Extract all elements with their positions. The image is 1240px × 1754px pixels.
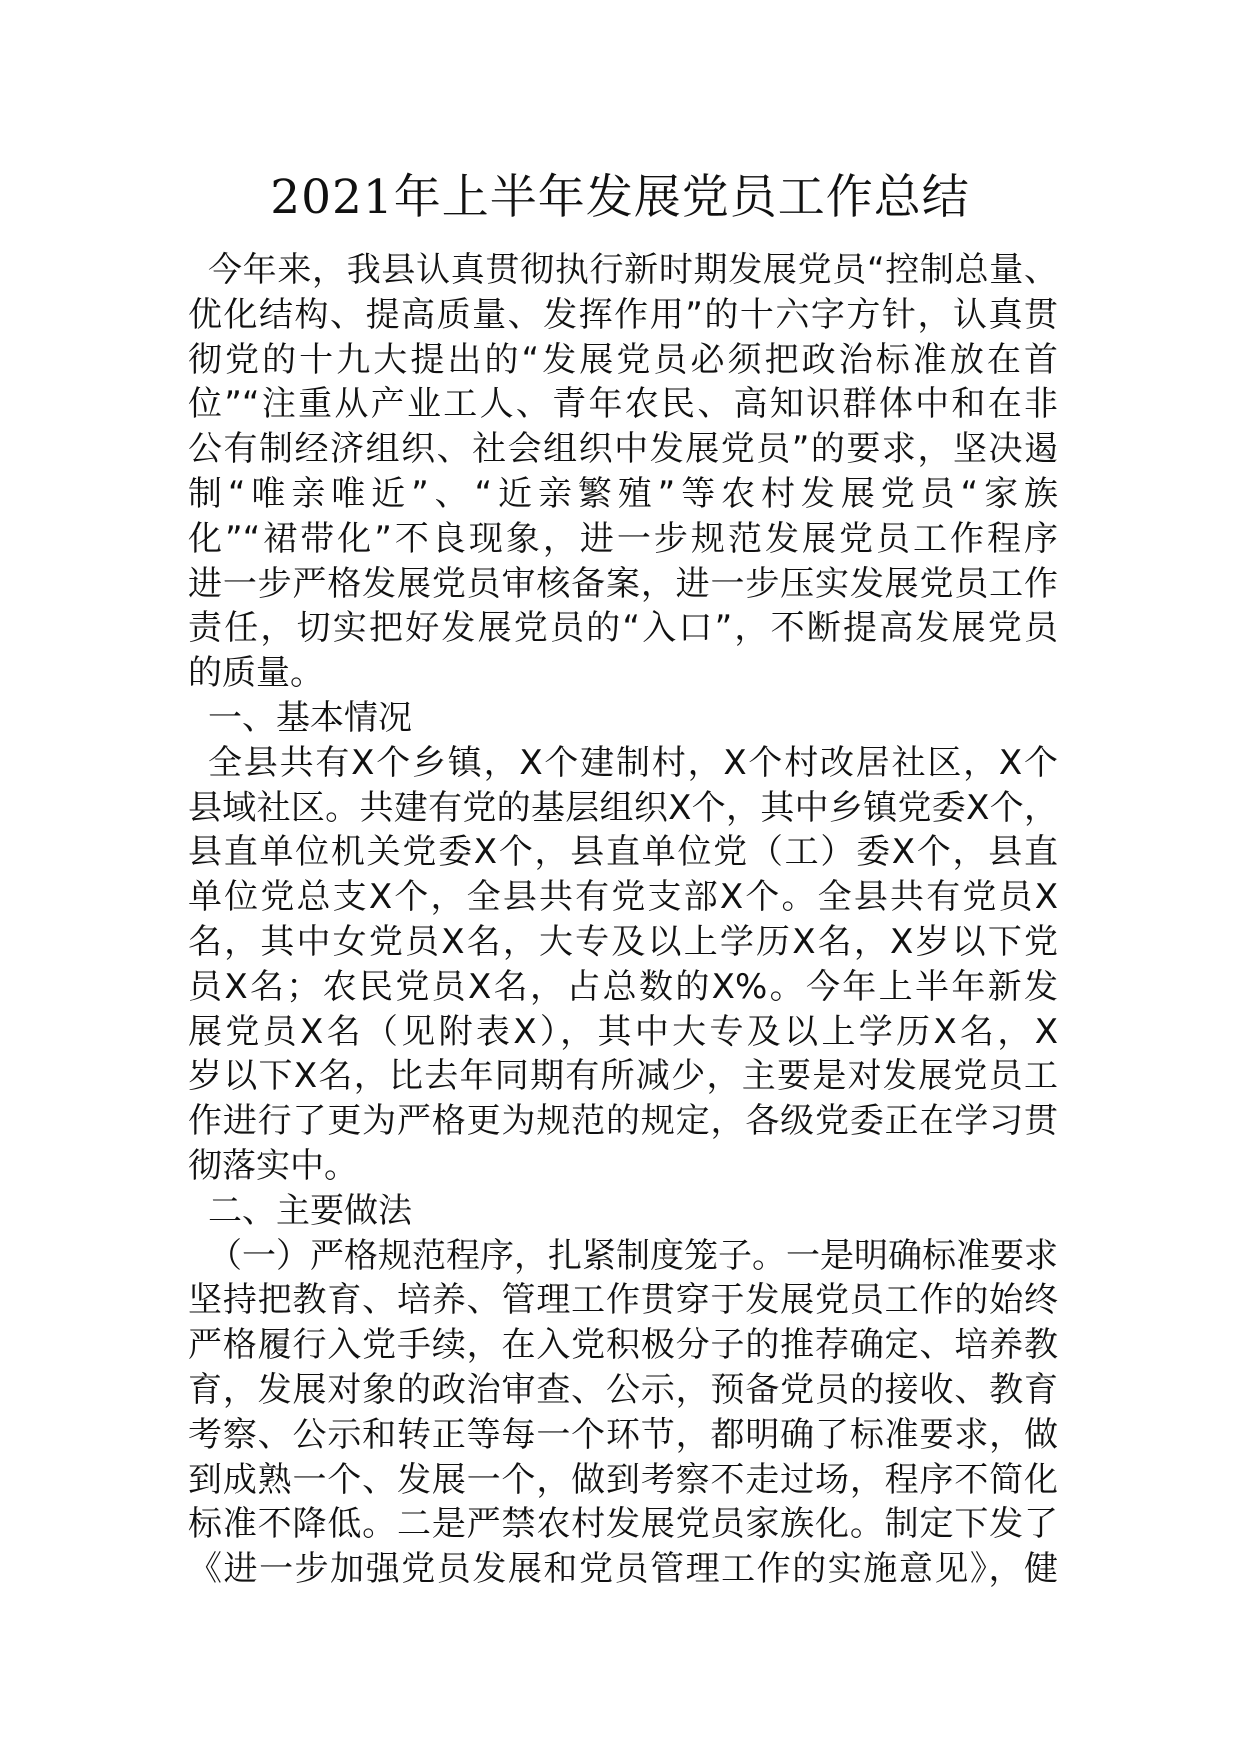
text-line: 县域社区。共建有党的基层组织X个，其中乡镇党委X个， <box>188 787 1058 828</box>
text-line: 县直单位机关党委X个，县直单位党（工）委X个，县直 <box>188 832 1058 873</box>
text-line: 公有制经济组织、社会组织中发展党员”的要求，坚决遏 <box>188 429 1058 470</box>
text-line: 单位党总支X个，全县共有党支部X个。全县共有党员X <box>188 877 1058 918</box>
text-line: 到成熟一个、发展一个，做到考察不走过场，程序不简化 <box>188 1459 1058 1500</box>
text-line: 展党员X名（见附表X），其中大专及以上学历X名，X <box>188 1011 1058 1052</box>
text-line: 优化结构、提高质量、发挥作用”的十六字方针，认真贯 <box>188 294 1058 335</box>
text-line: 彻党的十九大提出的“发展党员必须把政治标准放在首 <box>188 339 1058 380</box>
text-line: 考察、公示和转正等每一个环节，都明确了标准要求，做 <box>188 1414 1058 1455</box>
text-line: 彻落实中。 <box>188 1145 358 1186</box>
text-line: 严格履行入党手续，在入党积极分子的推荐确定、培养教 <box>188 1325 1058 1366</box>
text-line: 育，发展对象的政治审查、公示，预备党员的接收、教育 <box>188 1369 1058 1410</box>
text-line: 员X名；农民党员X名，占总数的X%。今年上半年新发 <box>188 966 1058 1007</box>
text-line: 责任，切实把好发展党员的“入口”，不断提高发展党员 <box>188 608 1058 649</box>
document-title: 2021年上半年发展党员工作总结 <box>270 170 970 225</box>
text-line: 坚持把教育、培养、管理工作贯穿于发展党员工作的始终 <box>188 1280 1058 1321</box>
text-line: 化”“裙带化”不良现象，进一步规范发展党员工作程序 <box>188 518 1058 559</box>
text-line: 制“唯亲唯近”、“近亲繁殖”等农村发展党员“家族 <box>188 473 1058 514</box>
text-line: 标准不降低。二是严禁农村发展党员家族化。制定下发了 <box>188 1504 1058 1545</box>
text-line: 全县共有X个乡镇，X个建制村，X个村改居社区，X个 <box>208 742 1058 783</box>
text-line: 作进行了更为严格更为规范的规定，各级党委正在学习贯 <box>188 1101 1058 1142</box>
text-line: （一）严格规范程序，扎紧制度笼子。一是明确标准要求 <box>208 1235 1058 1276</box>
text-line: 进一步严格发展党员审核备案，进一步压实发展党员工作 <box>188 563 1058 604</box>
text-line: 的质量。 <box>188 653 324 694</box>
text-line: 位”“注重从产业工人、青年农民、高知识群体中和在非 <box>188 384 1058 425</box>
text-line: 名，其中女党员X名，大专及以上学历X名，X岁以下党 <box>188 921 1058 962</box>
section-heading: 二、主要做法 <box>208 1190 412 1231</box>
text-line: 岁以下X名，比去年同期有所减少，主要是对发展党员工 <box>188 1056 1058 1097</box>
section-heading: 一、基本情况 <box>208 697 412 738</box>
text-line: 《进一步加强党员发展和党员管理工作的实施意见》，健 <box>188 1549 1058 1590</box>
text-line: 今年来，我县认真贯彻执行新时期发展党员“控制总量、 <box>208 250 1058 290</box>
document-body <box>188 248 1058 1592</box>
